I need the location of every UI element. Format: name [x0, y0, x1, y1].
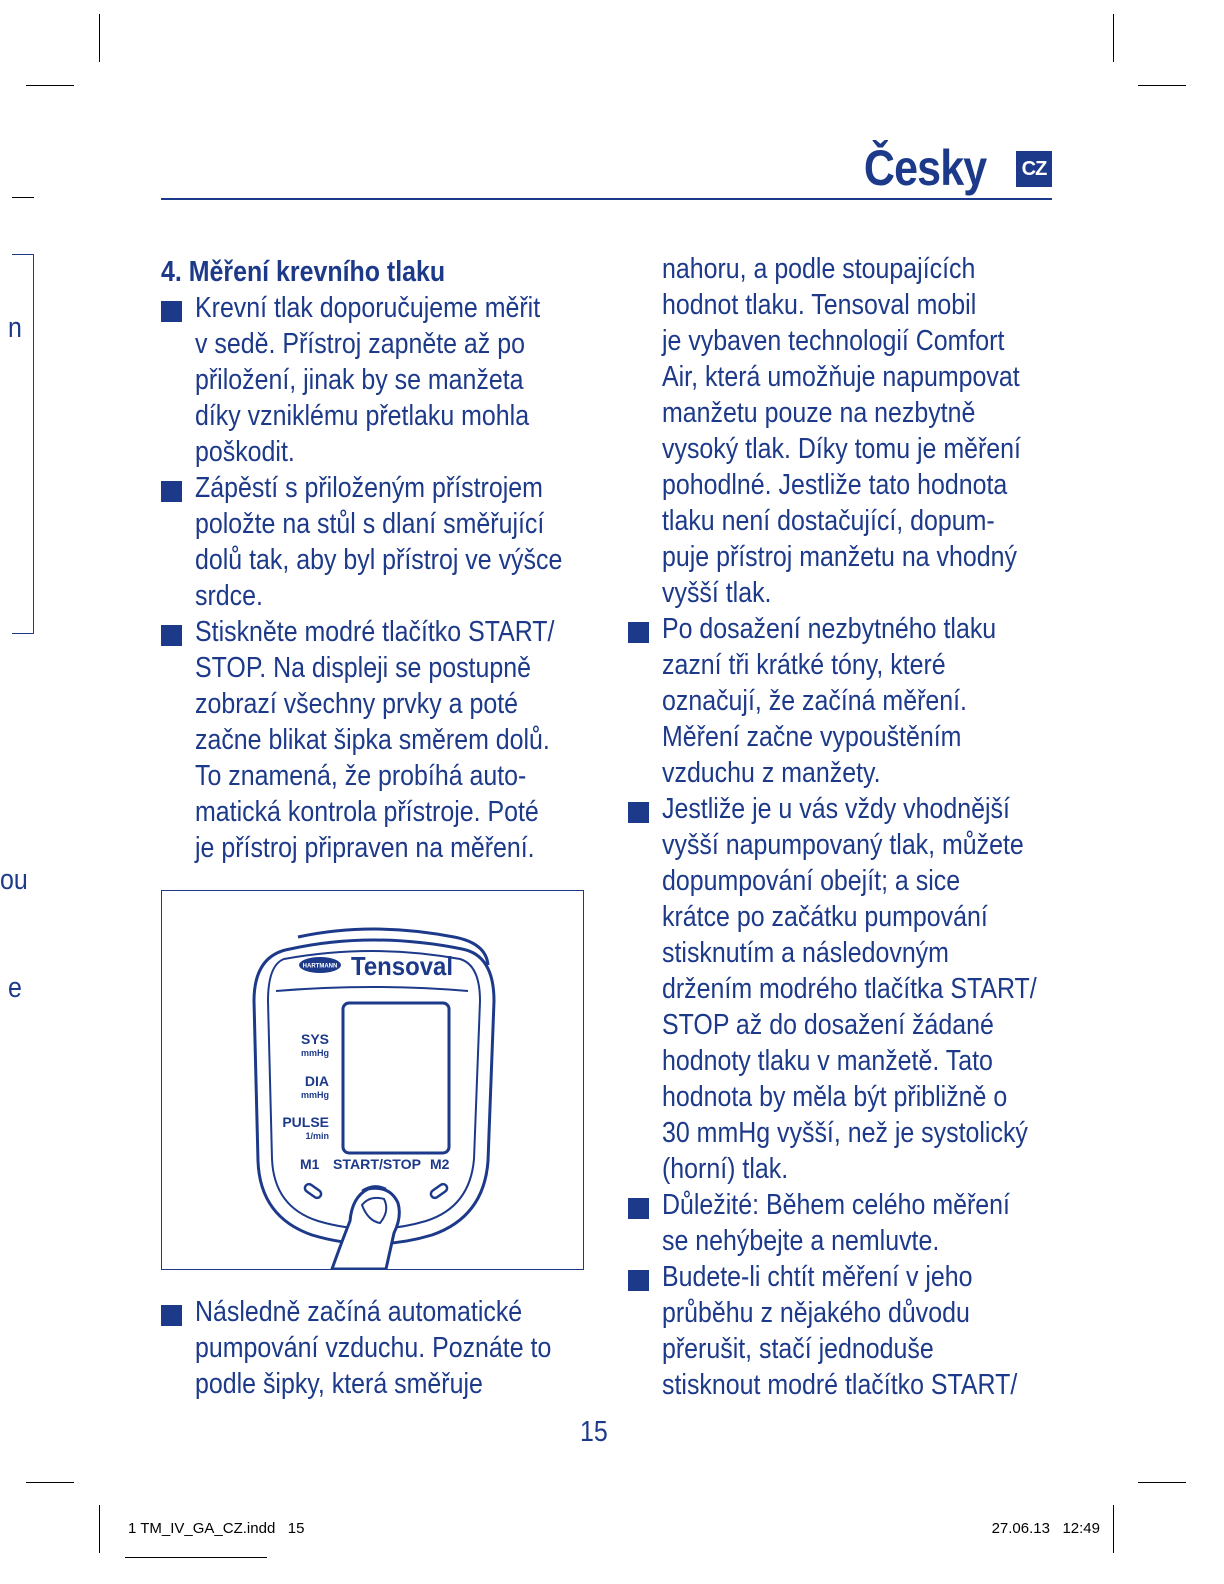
label-sys-unit: mmHg: [300, 1048, 329, 1058]
brand-badge-text: HARTMANN: [302, 963, 338, 970]
bullet-icon: [161, 625, 182, 646]
crop-mark: [99, 1505, 100, 1553]
list-item: [161, 1294, 601, 1402]
list-item-text: Krevní tlak doporučujeme měřit v sedě. Přístroj zapněte až po přiložení, jinak by se manžeta díky vzniklému přetlaku mohla poškodit.: [195, 292, 541, 468]
list-item: [161, 614, 601, 866]
section-heading: 4. Měření krevního tlaku: [161, 256, 446, 288]
label-pulse: PULSE: [282, 1114, 329, 1130]
list-item: [628, 791, 1068, 1187]
crop-mark: [125, 1557, 267, 1558]
crop-mark: [26, 85, 74, 86]
list-item-text: Zápěstí s přiloženým přístrojem položte na stůl s dlaní směřující dolů tak, aby byl přístroj ve výšce srdce.: [195, 472, 563, 612]
button-label-m2: M2: [430, 1156, 450, 1172]
crop-mark: [1138, 1482, 1186, 1483]
label-pulse-unit: 1/min: [305, 1131, 329, 1141]
edge-fragment: ou: [0, 864, 28, 896]
crop-mark: [99, 14, 100, 62]
bullet-icon: [628, 1198, 649, 1219]
list-item-text: Jestliže je u vás vždy vhodnější vyšší napumpovaný tlak, můžete dopumpování obejít; a sice krátce po začátku pumpování stisknutím a následovným držením modrého tlačítka START/ STOP až do dosažení žádané hodnoty tlaku v manžetě. Tato hodnota by měla být přibližně o 30 mmHg vyšší, než je systolický (horní) tlak.: [662, 793, 1037, 1185]
left-column-continued: [161, 1294, 601, 1402]
crop-mark: [26, 1482, 74, 1483]
left-column: [161, 254, 601, 866]
bullet-icon: [161, 301, 182, 322]
list-item-text: Následně začíná automatické pumpování vzduchu. Poznáte to podle šipky, která směřuje: [195, 1296, 552, 1400]
list-item: [628, 1259, 1068, 1403]
label-sys: SYS: [300, 1031, 329, 1047]
list-item: [628, 611, 1068, 791]
facing-page-frame: [12, 254, 34, 634]
list-item-text: Důležité: Během celého měření se nehýbejte a nemluvte.: [662, 1189, 1010, 1257]
page-number: 15: [580, 1416, 608, 1448]
crop-mark: [1113, 14, 1114, 62]
paragraph-continuation: [628, 251, 1068, 611]
device-drawing: [162, 891, 583, 1269]
crop-mark: [1113, 1505, 1114, 1553]
header-rule: [161, 198, 1052, 200]
list-item-text: Budete-li chtít měření v jeho průběhu z nějakého důvodu přerušit, stačí jednoduše stisknout modré tlačítko START/: [662, 1261, 1018, 1401]
crop-mark: [1138, 85, 1186, 86]
paragraph-text: nahoru, a podle stoupajících hodnot tlaku. Tensoval mobil je vybaven technologií Comfort Air, která umožňuje napumpovat manžetu pouze na nezbytně vysoký tlak. Díky tomu je měření pohodlné. Jestliže tato hodnota tlaku není dostačující, dopum- puje přístroj manžetu na vhodný vyšší tlak.: [662, 253, 1021, 609]
list-item: [161, 290, 601, 470]
m2-button: [429, 1183, 448, 1200]
list-item: [628, 1187, 1068, 1259]
bullet-icon: [628, 622, 649, 643]
bullet-icon: [161, 1305, 182, 1326]
button-label-start-stop: START/STOP: [333, 1156, 421, 1172]
list-item: [161, 470, 601, 614]
list-item-text: Po dosažení nezbytného tlaku zazní tři krátké tóny, které označují, že začíná měření. Měření začne vypouštěním vzduchu z manžety.: [662, 613, 997, 789]
brand-name: Tensoval: [351, 951, 453, 981]
slug-file: 1 TM_IV_GA_CZ.indd 15: [128, 1520, 305, 1537]
label-dia-unit: mmHg: [300, 1090, 329, 1100]
crop-mark: [12, 197, 34, 198]
language-badge: CZ: [1016, 151, 1052, 187]
edge-fragment: e: [8, 972, 22, 1004]
list-item-text: Stiskněte modré tlačítko START/ STOP. Na displeji se postupně zobrazí všechny prvky a poté začne blikat šipka směrem dolů. To znamená, že probíhá auto- matická kontrola přístroje. Poté je přístroj připraven na měření.: [195, 616, 555, 864]
bullet-icon: [161, 481, 182, 502]
m1-button: [303, 1183, 322, 1200]
right-column: [628, 251, 1068, 1403]
slug-date: 27.06.13 12:49: [991, 1520, 1100, 1537]
edge-fragment: n: [8, 312, 22, 344]
device-illustration: [161, 890, 584, 1270]
page-title: Česky: [863, 140, 986, 196]
bullet-icon: [628, 802, 649, 823]
bullet-icon: [628, 1270, 649, 1291]
button-label-m1: M1: [300, 1156, 320, 1172]
label-dia: DIA: [304, 1073, 329, 1089]
